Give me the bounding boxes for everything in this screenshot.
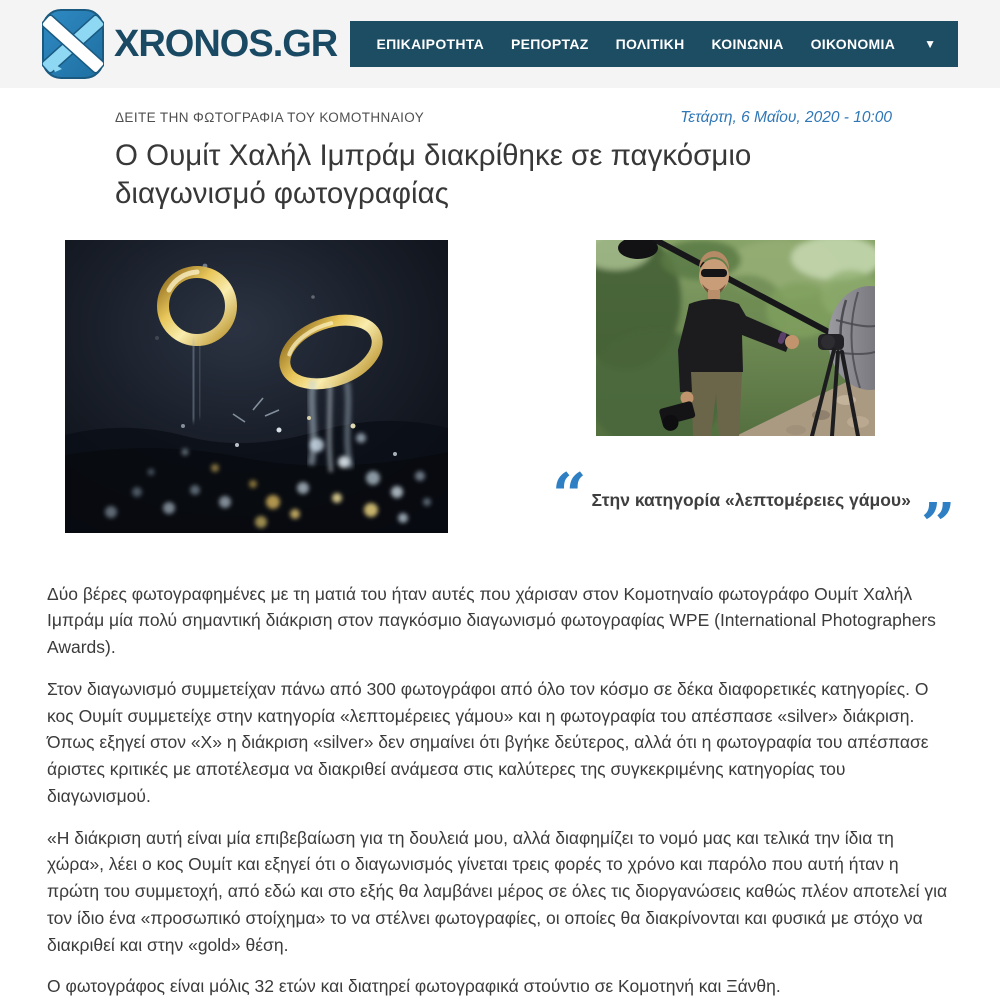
- header: [0, 0, 1000, 88]
- article-header: [45, 88, 955, 213]
- paragraph-3: «Η διάκριση αυτή είναι μία επιβεβαίωση για τη δουλειά μου, αλλά διαφημίζει το νομό μας και τελικά την ίδια τη χώρα», λέει ο κος Ουμίτ και εξηγεί ότι ο διαγωνισμός γίνεται τρεις φορές το χρόνο και παρόλο που αυτή ήταν η πρώτη του συμμετοχή, από εδώ και στο εξής θα λαμβάνει μέρος σε όλες τις διοργανώσεις καθώς πλέον αποτελεί για τον ίδιο ένα «προσωπικό στοίχημα» το να στέλνει φωτογραφίες, οι οποίες θα διακρίνονται και φυσικά με στόχο να διακριθεί και στην «gold» θέση.: [47, 827, 948, 955]
- header-inner: [42, 0, 958, 88]
- chevron-down-icon[interactable]: ▼: [924, 37, 936, 51]
- photographer-photo: [596, 240, 875, 436]
- paragraph-4: Ο φωτογράφος είναι μόλις 32 ετών και διατηρεί φωτογραφικά στούντιο σε Κομοτηνή και Ξάνθη.: [47, 976, 781, 997]
- figures-row: [45, 240, 955, 561]
- wedding-rings-photo: [65, 240, 448, 533]
- article-meta-row: [115, 109, 892, 127]
- nav-item-reportaz[interactable]: ΡΕΠΟΡΤΑΖ: [511, 36, 589, 52]
- paragraph-2: Στον διαγωνισμό συμμετείχαν πάνω από 300 φωτογράφοι από όλο τον κόσμο σε δέκα διαφορετικές κατηγορίες. Ο κος Ουμίτ συμμετείχε στην κατηγορία «λεπτομέρειες γάμου» και η φωτογραφία του απέσπασε «silver» διάκριση. Όπως εξηγεί στον «Χ» η διάκριση «silver» δεν σημαίνει ότι βγήκε δεύτερος, αλλά ότι η φωτογραφία του απέσπασε άριστες κριτικές με αποτέλεσμα να διακριθεί ανάμεσα στις καλύτερες της συγκεκριμένης κατηγορίας του διαγωνισμού.: [47, 678, 929, 806]
- article: [45, 88, 955, 1000]
- x-logo-icon: [42, 9, 104, 79]
- nav-item-koinonia[interactable]: ΚΟΙΝΩΝΙΑ: [711, 36, 784, 52]
- pull-quote-text: Στην κατηγορία «λεπτομέρειες γάμου»: [591, 489, 911, 510]
- brand-name[interactable]: XRONOS.GR: [114, 22, 338, 65]
- right-column: [448, 240, 955, 561]
- article-title: Ο Ουμίτ Χαλήλ Ιμπράμ διακρίθηκε σε παγκόσμιο διαγωνισμό φωτογραφίας: [115, 139, 752, 210]
- paragraph-1: Δύο βέρες φωτογραφημένες με τη ματιά του ήταν αυτές που χάρισαν στον Κομοτηναίο φωτογράφο Ουμίτ Χαλήλ Ιμπράμ μία πολύ σημαντική διάκριση στον παγκόσμιο διαγωνισμό φωτογραφίας WPE (International Photographers Awards).: [47, 583, 936, 658]
- close-quote-icon: ”: [920, 490, 952, 561]
- article-kicker: ΔΕΙΤΕ ΤΗΝ ΦΩΤΟΓΡΑΦΙΑ ΤΟΥ ΚΟΜΟΤΗΝΑΙΟΥ: [115, 110, 425, 125]
- article-date: Τετάρτη, 6 Μαΐου, 2020 - 10:00: [680, 109, 892, 126]
- pull-quote: [552, 460, 955, 561]
- nav-item-epikairotita[interactable]: ΕΠΙΚΑΙΡΟΤΗΤΑ: [376, 36, 484, 52]
- site-logo[interactable]: [42, 9, 337, 79]
- article-body: [45, 581, 955, 1000]
- nav-item-politiki[interactable]: ΠΟΛΙΤΙΚΗ: [615, 36, 685, 52]
- main-nav: [350, 21, 958, 67]
- open-quote-icon: “: [552, 460, 583, 531]
- nav-item-oikonomia[interactable]: ΟΙΚΟΝΟΜΙΑ: [810, 36, 896, 52]
